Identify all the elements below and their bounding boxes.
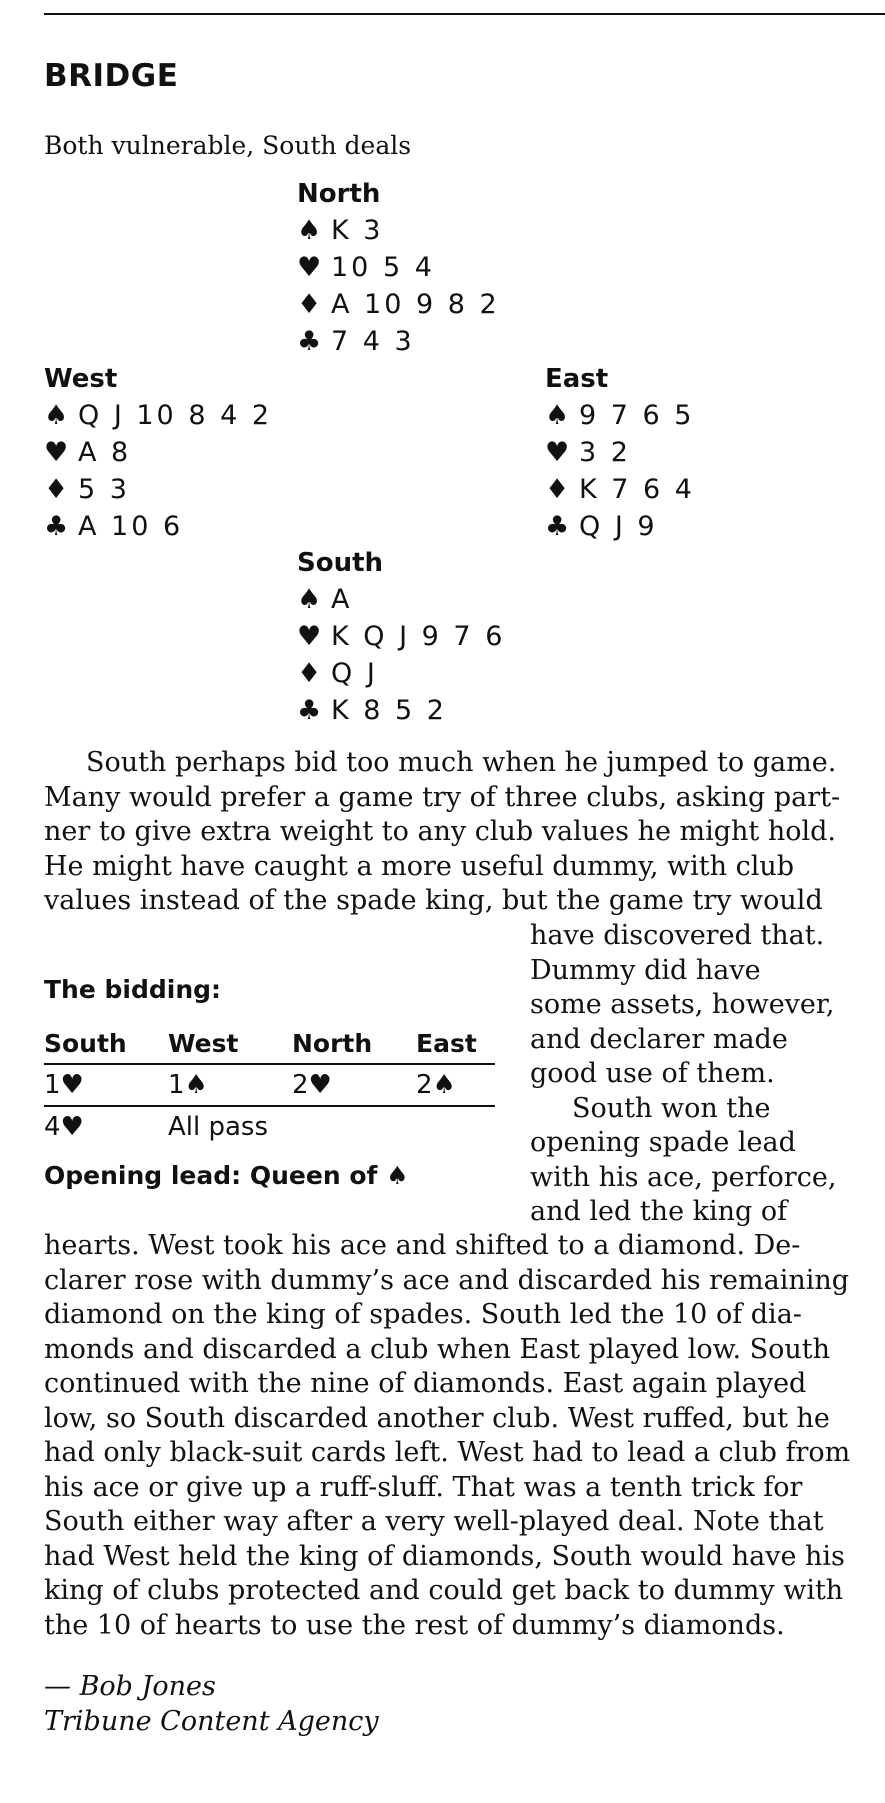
article-line: hearts. West took his ace and shifted to a diamond. De- (44, 1230, 801, 1261)
article-bottom (44, 1229, 850, 1643)
hand-north-spades (297, 212, 500, 249)
hand-south-label: South (297, 548, 384, 578)
hand-west-spades (44, 397, 272, 434)
hand-south-clubs-cards: K 8 5 2 (331, 695, 447, 726)
hand-west (44, 361, 272, 545)
bidding-header-east: East (416, 1025, 495, 1065)
bidding-title: The bidding: (44, 975, 222, 1004)
hand-south-diamonds-cards: Q J (331, 658, 378, 689)
hand-north-clubs (297, 323, 500, 360)
bid-cell: All pass (168, 1112, 269, 1142)
article-line: He might have caught a more useful dummy, with club (44, 850, 795, 882)
spade-icon: ♠ (297, 584, 322, 615)
hand-west-spades-cards: Q J 10 8 4 2 (78, 400, 273, 431)
article-line: good use of them. (530, 1058, 775, 1089)
hand-east-hearts (545, 434, 695, 471)
heart-icon: ♥ (44, 437, 69, 468)
hand-east-label: East (545, 364, 609, 394)
article-line: and declarer made (530, 1023, 788, 1055)
article-line: monds and discarded a club when East played low. South (44, 1333, 831, 1365)
hand-west-clubs-cards: A 10 6 (78, 511, 184, 542)
hand-east-spades (545, 397, 695, 434)
hand-west-diamonds (44, 471, 272, 508)
opening-lead: Opening lead: Queen of ♠ (44, 1161, 409, 1190)
hand-south-clubs (297, 692, 505, 729)
spade-icon: ♠ (297, 215, 322, 246)
bidding-box (44, 975, 495, 1193)
author-byline: — Bob Jones (44, 1671, 216, 1702)
article-line: the 10 of hearts to use the rest of dummy’s diamonds. (44, 1609, 785, 1641)
article-line: had only black-suit cards left. West had to lead a club from (44, 1437, 851, 1468)
hand-south (297, 545, 505, 729)
bid-cell: 2♥ (292, 1065, 416, 1107)
hand-south-diamonds (297, 655, 505, 692)
heart-icon: ♥ (297, 621, 322, 652)
hand-north-hearts-cards: 10 5 4 (331, 252, 435, 283)
article-line: some assets, however, (530, 989, 835, 1020)
heart-icon: ♥ (297, 252, 322, 283)
hand-east-spades-cards: 9 7 6 5 (579, 400, 695, 431)
article-line: Dummy did have (530, 954, 761, 986)
article-line: king of clubs protected and could get back to dummy with (44, 1575, 844, 1606)
article-line: clarer rose with dummy’s ace and discarded his remaining (44, 1264, 850, 1296)
top-rule (44, 13, 885, 15)
article-line: ner to give extra weight to any club values he might hold. (44, 816, 837, 847)
hand-north-diamonds (297, 286, 500, 323)
article-line: South won the (572, 1092, 771, 1124)
article-top (44, 746, 840, 919)
bid-cell: 1♥ (44, 1065, 168, 1107)
bid-cell: 2♠ (416, 1065, 495, 1107)
hand-south-spades (297, 581, 505, 618)
hand-west-hearts-cards: A 8 (78, 437, 132, 468)
article-line: opening spade lead (530, 1127, 796, 1158)
hand-east-clubs (545, 508, 695, 545)
article-line: had West held the king of diamonds, South would have his (44, 1540, 845, 1572)
hand-south-spades-cards: A (331, 584, 353, 615)
article-right-column (530, 919, 836, 1230)
hand-north-spades-cards: K 3 (331, 215, 384, 246)
hand-north-hearts (297, 249, 500, 286)
hand-north (297, 176, 500, 360)
article-line: have discovered that. (530, 920, 825, 951)
article-line: low, so South discarded another club. West ruffed, but he (44, 1402, 830, 1434)
hand-north-clubs-cards: 7 4 3 (331, 326, 415, 357)
article-line: and led the king of (530, 1196, 788, 1227)
hand-south-hearts (297, 618, 505, 655)
diamond-icon: ♦ (545, 474, 570, 505)
hand-west-label: West (44, 364, 118, 394)
club-icon: ♣ (297, 326, 322, 357)
diamond-icon: ♦ (297, 658, 322, 689)
hand-east-diamonds-cards: K 7 6 4 (579, 474, 695, 505)
hand-north-diamonds-cards: A 10 9 8 2 (331, 289, 500, 320)
column-title: BRIDGE (44, 58, 179, 94)
bid-cell: 1♠ (168, 1065, 292, 1107)
club-icon: ♣ (44, 511, 69, 542)
spade-icon: ♠ (545, 400, 570, 431)
hand-south-hearts-cards: K Q J 9 7 6 (331, 621, 506, 652)
hand-west-clubs (44, 508, 272, 545)
article-line: South perhaps bid too much when he jumped to game. (86, 747, 837, 778)
article-line: Many would prefer a game try of three clubs, asking part- (44, 781, 841, 813)
diamond-icon: ♦ (44, 474, 69, 505)
hand-east-diamonds (545, 471, 695, 508)
club-icon: ♣ (297, 695, 322, 726)
hand-east-clubs-cards: Q J 9 (579, 511, 658, 542)
club-icon: ♣ (545, 511, 570, 542)
article-line: values instead of the spade king, but the game try would (44, 885, 823, 916)
bid-cell: 4♥ (44, 1112, 84, 1142)
article-line: continued with the nine of diamonds. East again played (44, 1368, 807, 1399)
hand-east (545, 361, 695, 545)
article-line: with his ace, perforce, (530, 1161, 837, 1193)
diamond-icon: ♦ (297, 289, 322, 320)
article-line: diamond on the king of spades. South led the 10 of dia- (44, 1299, 802, 1330)
hand-west-diamonds-cards: 5 3 (78, 474, 130, 505)
hand-east-hearts-cards: 3 2 (579, 437, 631, 468)
article-line: South either way after a very well-played deal. Note that (44, 1506, 824, 1537)
deal-conditions: Both vulnerable, South deals (44, 131, 412, 160)
bidding-header-west: West (168, 1025, 292, 1065)
spade-icon: ♠ (44, 400, 69, 431)
bidding-header-north: North (292, 1025, 416, 1065)
agency-credit: Tribune Content Agency (44, 1706, 379, 1737)
bidding-table (44, 1025, 495, 1147)
bidding-header-south: South (44, 1025, 168, 1065)
hand-west-hearts (44, 434, 272, 471)
heart-icon: ♥ (545, 437, 570, 468)
hand-north-label: North (297, 179, 381, 209)
article-line: his ace or give up a ruff-sluff. That was a tenth trick for (44, 1471, 803, 1503)
